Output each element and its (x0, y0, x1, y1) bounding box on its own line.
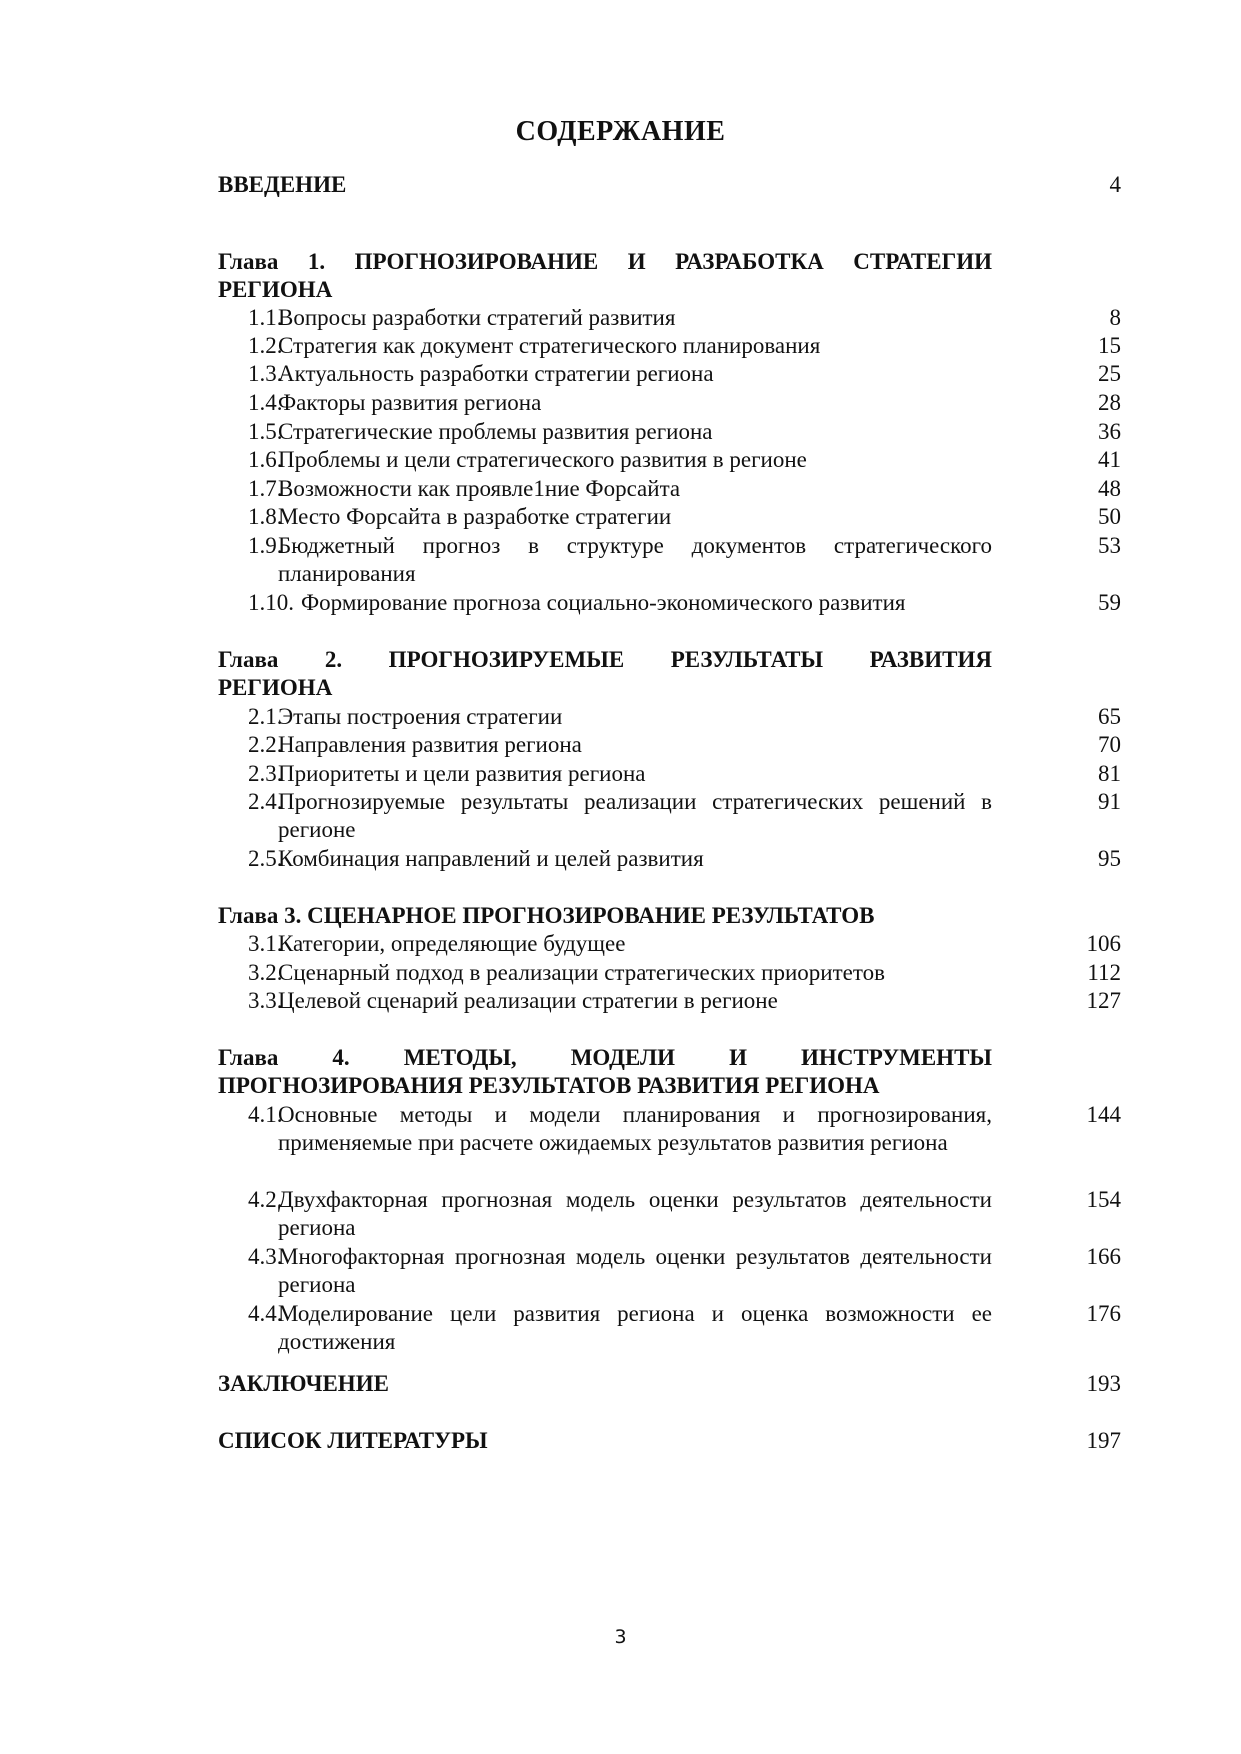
toc-page-number: 48 (1098, 476, 1121, 501)
toc-entry (248, 760, 1121, 788)
toc-page-number: 25 (1098, 361, 1121, 386)
toc-page-number: 112 (1087, 960, 1121, 985)
section-title: Стратегия как документ стратегического планирования (278, 333, 821, 358)
page-number-footer: 3 (614, 1626, 627, 1648)
section-number: 2.5. (248, 846, 283, 871)
section-number: 1.4. (248, 390, 283, 415)
section-number: 2.3. (248, 761, 283, 786)
section-number: 1.9. (248, 533, 283, 558)
section-title: Проблемы и цели стратегического развития в регионе (278, 447, 807, 472)
section-number: 1.2. (248, 333, 283, 358)
section-title: Приоритеты и цели развития региона (278, 761, 646, 786)
section-number: 1.8. (248, 504, 283, 529)
toc-entry (248, 360, 1121, 388)
section-title: Многофакторная прогнозная модель оценки результатов деятельности региона (278, 1244, 992, 1297)
toc-page-number: 59 (1098, 590, 1121, 615)
toc-entry (248, 1300, 1121, 1356)
toc-page-number: 91 (1098, 789, 1121, 814)
section-title: Возможности как проявле1ние Форсайта (278, 476, 681, 501)
chapter-2-heading (218, 646, 992, 702)
toc-page-number: 53 (1098, 533, 1121, 558)
toc-entry (248, 532, 1121, 588)
chapter-heading-line: РЕГИОНА (218, 675, 333, 700)
toc-page-number: 193 (1086, 1371, 1121, 1396)
section-number: 2.1. (248, 704, 283, 729)
toc-page-number: 106 (1086, 931, 1121, 956)
toc-entry (248, 446, 1121, 474)
toc-page-number: 28 (1098, 390, 1121, 415)
toc-entry (248, 845, 1121, 873)
section-title: Место Форсайта в разработке стратегии (278, 504, 672, 529)
toc-page-number: 197 (1086, 1428, 1121, 1453)
section-title: Прогнозируемые результаты реализации стратегических решений в регионе (278, 789, 992, 842)
toc-page-number: 154 (1086, 1187, 1121, 1212)
chapter-4-heading (218, 1044, 992, 1100)
section-title: Основные методы и модели планирования и прогнозирования, применяемые при расчете ожидаемых результатов развития региона (278, 1102, 992, 1155)
section-title: Вопросы разработки стратегий развития (278, 305, 676, 330)
section-number: 1.6. (248, 447, 283, 472)
toc-entry (248, 959, 1121, 987)
section-title: Направления развития региона (278, 732, 582, 757)
section-number: 1.5. (248, 419, 283, 444)
toc-page-number: 176 (1086, 1301, 1121, 1326)
chapter-1-heading (218, 248, 992, 304)
toc-page-number: 95 (1098, 846, 1121, 871)
toc-entry (248, 418, 1121, 446)
toc-page-number: 70 (1098, 732, 1121, 757)
toc-entry (248, 1243, 1121, 1299)
chapter-heading-line: Глава 2. ПРОГНОЗИРУЕМЫЕ РЕЗУЛЬТАТЫ РАЗВИТИЯ (218, 647, 992, 672)
section-title: Этапы построения стратегии (278, 704, 563, 729)
section-title: Стратегические проблемы развития региона (278, 419, 713, 444)
toc-page-number: 36 (1098, 419, 1121, 444)
section-title: Целевой сценарий реализации стратегии в регионе (278, 988, 778, 1013)
section-number: 3.2. (248, 960, 283, 985)
toc-page-number: 127 (1086, 988, 1121, 1013)
section-title: Сценарный подход в реализации стратегических приоритетов (278, 960, 885, 985)
toc-page-number: 166 (1086, 1244, 1121, 1269)
section-number: 3.3. (248, 988, 283, 1013)
toc-page-number: 50 (1098, 504, 1121, 529)
section-title: Двухфакторная прогнозная модель оценки результатов деятельности региона (278, 1187, 992, 1240)
section-number: 1.3. (248, 361, 283, 386)
toc-entry (248, 475, 1121, 503)
toc-page-number: 41 (1098, 447, 1121, 472)
toc-page-number: 4 (1109, 172, 1121, 197)
section-number: 1.7. (248, 476, 283, 501)
section-title: Комбинация направлений и целей развития (278, 846, 704, 871)
toc-entry (248, 703, 1121, 731)
section-number: 2.4. (248, 789, 283, 814)
toc-entry (248, 1186, 1121, 1242)
toc-entry (248, 788, 1121, 844)
chapter-heading-line: Глава 3. СЦЕНАРНОЕ ПРОГНОЗИРОВАНИЕ РЕЗУЛЬТАТОВ (218, 903, 875, 928)
toc-entry (248, 987, 1121, 1015)
section-title: Факторы развития региона (278, 390, 542, 415)
toc-entry-label: ВВЕДЕНИЕ (218, 172, 347, 197)
toc-entry-conclusion (218, 1371, 1121, 1397)
toc-entry-references (218, 1428, 1121, 1454)
section-number: 4.1. (248, 1102, 283, 1127)
toc-page-number: 65 (1098, 704, 1121, 729)
section-number: 3.1. (248, 931, 283, 956)
section-number: 1.1. (248, 305, 283, 330)
section-number: 4.4. (248, 1301, 283, 1326)
section-number: 1.10. (248, 590, 294, 615)
chapter-3-heading (218, 902, 992, 930)
section-title: Актуальность разработки стратегии региона (278, 361, 714, 386)
toc-page-number: 8 (1109, 305, 1121, 330)
section-title: Моделирование цели развития региона и оценка возможности ее достижения (278, 1301, 992, 1354)
toc-entry (248, 589, 1121, 617)
section-number: 2.2. (248, 732, 283, 757)
toc-entry (248, 332, 1121, 360)
toc-page-number: 81 (1098, 761, 1121, 786)
chapter-heading-line: Глава 1. ПРОГНОЗИРОВАНИЕ И РАЗРАБОТКА СТРАТЕГИИ (218, 249, 992, 274)
toc-page-number: 15 (1098, 333, 1121, 358)
toc-entry (248, 389, 1121, 417)
toc-entry-intro (218, 172, 1121, 198)
toc-entry-label: ЗАКЛЮЧЕНИЕ (218, 1371, 389, 1396)
chapter-heading-line: РЕГИОНА (218, 277, 333, 302)
section-number: 4.3. (248, 1244, 283, 1269)
toc-entry (248, 503, 1121, 531)
chapter-heading-line: ПРОГНОЗИРОВАНИЯ РЕЗУЛЬТАТОВ РАЗВИТИЯ РЕГИОНА (218, 1073, 880, 1098)
toc-entry (248, 304, 1121, 332)
section-title: Бюджетный прогноз в структуре документов стратегического планирования (278, 533, 992, 586)
toc-entry (248, 731, 1121, 759)
page-title: СОДЕРЖАНИЕ (515, 116, 726, 147)
section-title: Категории, определяющие будущее (278, 931, 626, 956)
toc-entry (248, 930, 1121, 958)
toc-entry (248, 1101, 1121, 1157)
section-title: Формирование прогноза социально-экономического развития (301, 590, 906, 615)
section-number: 4.2. (248, 1187, 283, 1212)
chapter-heading-line: Глава 4. МЕТОДЫ, МОДЕЛИ И ИНСТРУМЕНТЫ (218, 1045, 992, 1070)
toc-entry-label: СПИСОК ЛИТЕРАТУРЫ (218, 1428, 488, 1453)
toc-page-number: 144 (1086, 1102, 1121, 1127)
